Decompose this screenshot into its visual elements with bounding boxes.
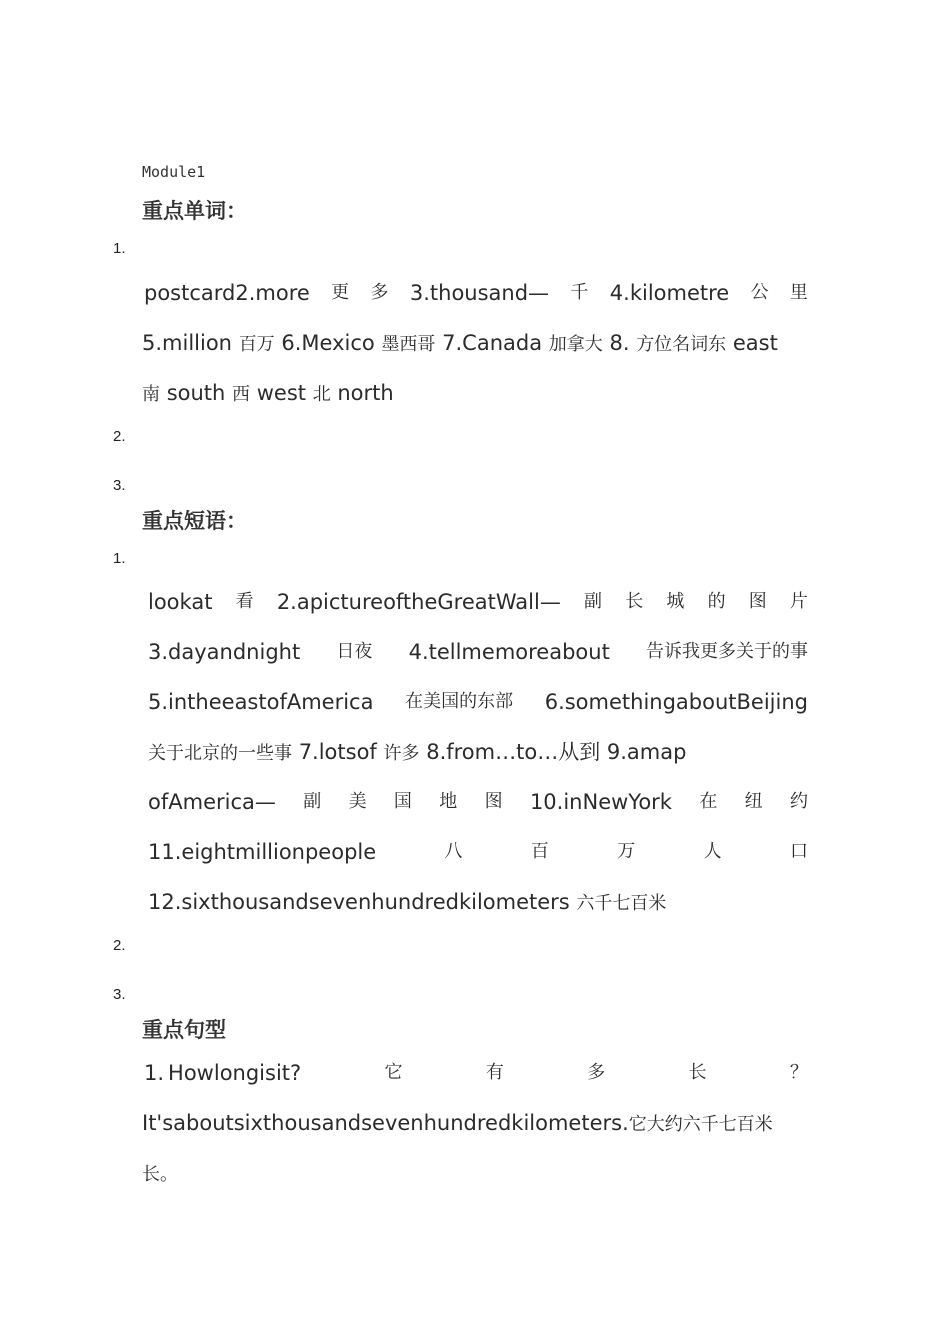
word: 6.Mexico bbox=[281, 331, 375, 355]
word: 方位名词东 bbox=[636, 334, 727, 355]
word: 图 bbox=[484, 791, 503, 812]
word: east bbox=[732, 331, 778, 355]
word: 4.kilometre bbox=[609, 281, 730, 305]
word: postcard2.more bbox=[144, 281, 310, 305]
word: 4.tellmemoreabout bbox=[408, 640, 610, 664]
list-number: 3. bbox=[113, 986, 126, 1003]
word: north bbox=[337, 381, 394, 405]
list-number: 1. bbox=[113, 550, 126, 567]
list-number: 2. bbox=[113, 428, 126, 445]
word: 9.amap bbox=[606, 740, 687, 764]
text-line bbox=[148, 777, 808, 827]
word: 长 bbox=[625, 591, 644, 612]
word: 它大约六千七百米 bbox=[628, 1114, 773, 1135]
text-line bbox=[142, 1148, 808, 1198]
text-line bbox=[148, 627, 808, 677]
word: 日夜 bbox=[336, 641, 373, 662]
word: 人 bbox=[703, 841, 722, 862]
list-number: 3. bbox=[113, 477, 126, 494]
word: 5.million bbox=[142, 331, 232, 355]
word: 六千七百米 bbox=[576, 893, 667, 914]
word: 1. bbox=[144, 1061, 165, 1085]
word: 约 bbox=[790, 791, 808, 812]
word: 7.lotsof bbox=[298, 740, 377, 764]
word: 11.eightmillionpeople bbox=[148, 840, 377, 864]
word: Howlongisit? bbox=[168, 1061, 302, 1085]
word: 许多 bbox=[383, 743, 420, 764]
word: 7.Canada bbox=[442, 331, 543, 355]
word: 它 bbox=[384, 1062, 403, 1083]
word: 的 bbox=[707, 591, 726, 612]
text-line bbox=[148, 577, 808, 627]
word: 5.intheeastofAmerica bbox=[148, 690, 374, 714]
word: 八 bbox=[444, 841, 463, 862]
sentences-heading: 重点句型 bbox=[142, 1017, 226, 1042]
text-line bbox=[142, 368, 808, 418]
words-heading: 重点单词： bbox=[142, 198, 247, 223]
word: 在美国的东部 bbox=[405, 691, 514, 712]
word: 长。 bbox=[142, 1164, 178, 1185]
word: 墨西哥 bbox=[381, 334, 436, 355]
word: 万 bbox=[617, 841, 636, 862]
word: west bbox=[256, 381, 306, 405]
word: 西 bbox=[232, 384, 251, 405]
text-line bbox=[148, 727, 808, 777]
word: 加拿大 bbox=[548, 334, 603, 355]
word: 更 bbox=[331, 282, 350, 303]
word: 口 bbox=[789, 841, 808, 862]
word: 国 bbox=[393, 791, 412, 812]
word: 10.inNewYork bbox=[529, 790, 672, 814]
word: 2.apictureoftheGreatWall— bbox=[276, 590, 561, 614]
sentences-paragraph bbox=[142, 1048, 808, 1198]
list-number: 1. bbox=[113, 240, 126, 257]
word: 长 bbox=[688, 1062, 707, 1083]
phrases-heading: 重点短语： bbox=[142, 508, 247, 533]
word: 地 bbox=[439, 791, 458, 812]
word: 城 bbox=[666, 591, 685, 612]
word: 南 bbox=[142, 384, 160, 405]
word: 12.sixthousandsevenhundredkilometers bbox=[148, 890, 570, 914]
word: 纽 bbox=[744, 791, 763, 812]
word: 多 bbox=[370, 282, 389, 303]
word: 6.somethingaboutBeijing bbox=[544, 690, 808, 714]
sentence-start bbox=[142, 1048, 301, 1098]
word: 图 bbox=[748, 591, 767, 612]
words-paragraph bbox=[142, 268, 808, 418]
word: 片 bbox=[789, 591, 808, 612]
word: 8.from…to…从到 bbox=[426, 740, 601, 764]
word: 百 bbox=[530, 841, 549, 862]
word: 公 bbox=[750, 282, 769, 303]
word: 看 bbox=[235, 591, 254, 612]
word: 副 bbox=[303, 791, 322, 812]
module-title: Module1 bbox=[142, 163, 206, 181]
word: 千 bbox=[570, 282, 589, 303]
word: 3.dayandnight bbox=[148, 640, 301, 664]
word: It'saboutsixthousandsevenhundredkilometers. bbox=[142, 1111, 629, 1135]
word: 在 bbox=[699, 791, 718, 812]
word: ？ bbox=[789, 1062, 808, 1083]
text-line bbox=[148, 677, 808, 727]
word: 关于北京的一些事 bbox=[148, 743, 292, 764]
word: 副 bbox=[584, 591, 603, 612]
word: south bbox=[166, 381, 226, 405]
text-line bbox=[148, 827, 808, 877]
text-line bbox=[142, 268, 808, 318]
list-number: 2. bbox=[113, 937, 126, 954]
phrases-paragraph bbox=[148, 577, 808, 927]
text-line bbox=[142, 1048, 808, 1098]
text-line bbox=[142, 1098, 808, 1148]
word: 8. bbox=[609, 331, 630, 355]
text-line bbox=[148, 877, 808, 927]
word: 北 bbox=[312, 384, 331, 405]
word: 多 bbox=[587, 1062, 606, 1083]
word: ofAmerica— bbox=[148, 790, 276, 814]
text-line bbox=[142, 318, 808, 368]
word: 告诉我更多关于的事 bbox=[646, 641, 808, 662]
word: lookat bbox=[148, 590, 213, 614]
word: 美 bbox=[348, 791, 367, 812]
word: 3.thousand— bbox=[409, 281, 550, 305]
word: 百万 bbox=[238, 334, 275, 355]
word: 里 bbox=[789, 282, 808, 303]
word: 有 bbox=[485, 1062, 504, 1083]
